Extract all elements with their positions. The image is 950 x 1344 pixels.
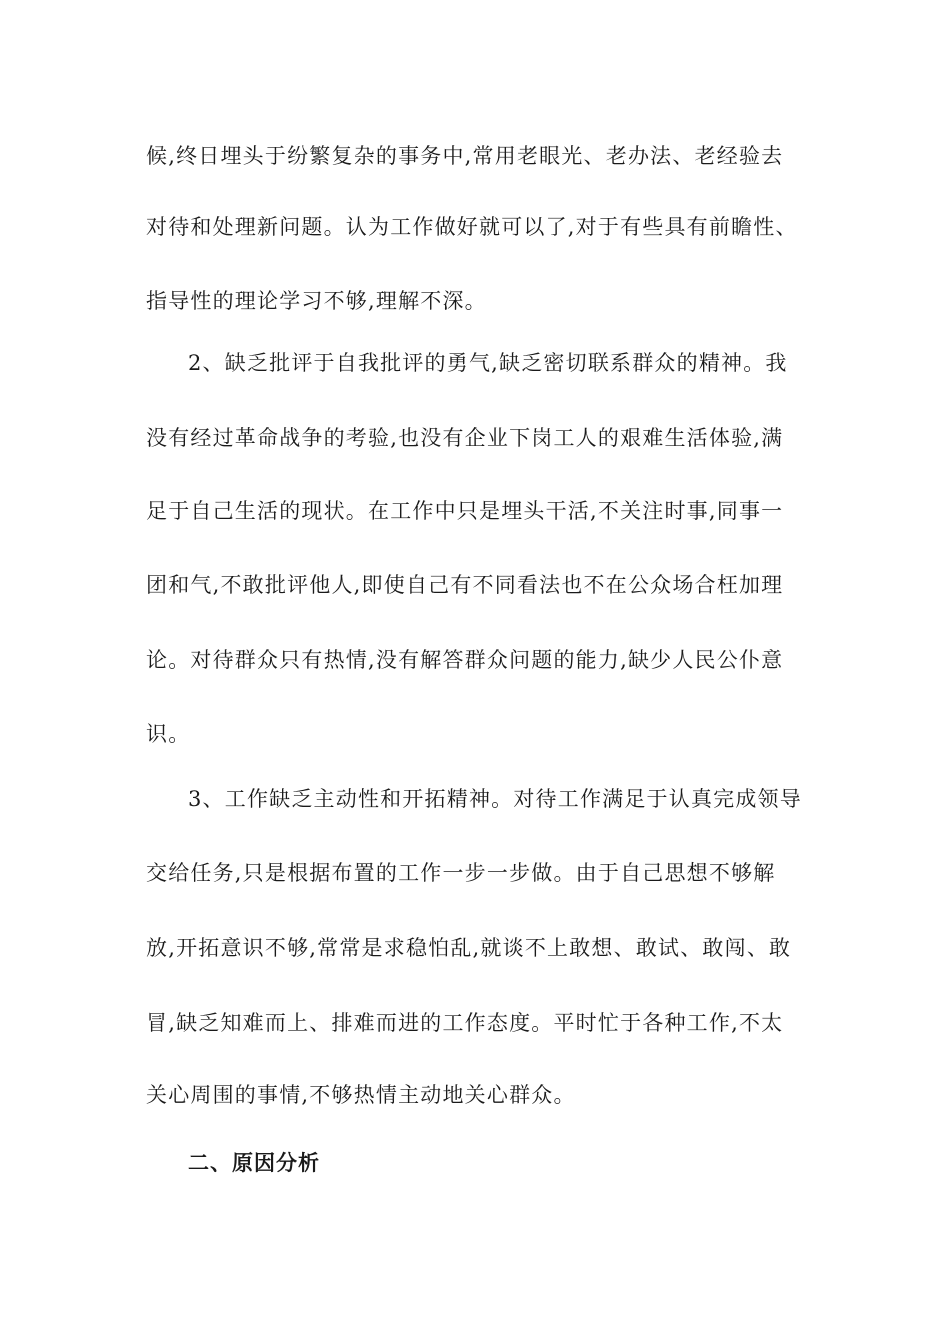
paragraph-3-line-2: 交给任务,只是根据布置的工作一步一步做。由于自己思想不够解 (146, 861, 776, 885)
paragraph-1-line-1: 候,终日埋头于纷繁复杂的事务中,常用老眼光、老办法、老经验去 (146, 144, 784, 168)
paragraph-1-line-2: 对待和处理新问题。认为工作做好就可以了,对于有些具有前瞻性、 (146, 215, 798, 239)
paragraph-2-line-2: 没有经过革命战争的考验,也没有企业下岗工人的艰难生活体验,满 (146, 426, 784, 450)
paragraph-3-line-3: 放,开拓意识不够,常常是求稳怕乱,就谈不上敢想、敢试、敢闯、敢 (146, 936, 792, 960)
paragraph-3-line-5: 关心周围的事情,不够热情主动地关心群众。 (146, 1083, 576, 1107)
paragraph-2-line-3: 足于自己生活的现状。在工作中只是埋头干活,不关注时事,同事一 (146, 499, 784, 523)
paragraph-3-line-1: 3、工作缺乏主动性和开拓精神。对待工作满足于认真完成领导 (188, 787, 802, 811)
paragraph-2-line-4: 团和气,不敢批评他人,即使自己有不同看法也不在公众场合枉加理 (146, 573, 784, 597)
paragraph-2-line-6: 识。 (146, 722, 191, 746)
paragraph-1-line-3: 指导性的理论学习不够,理解不深。 (146, 289, 487, 313)
paragraph-3-line-4: 冒,缺乏知难而上、排难而进的工作态度。平时忙于各种工作,不太 (146, 1011, 784, 1035)
section-heading: 二、原因分析 (188, 1151, 320, 1175)
paragraph-2-line-1: 2、缺乏批评于自我批评的勇气,缺乏密切联系群众的精神。我 (188, 351, 788, 375)
paragraph-2-line-5: 论。对待群众只有热情,没有解答群众问题的能力,缺少人民公仆意 (146, 648, 784, 672)
